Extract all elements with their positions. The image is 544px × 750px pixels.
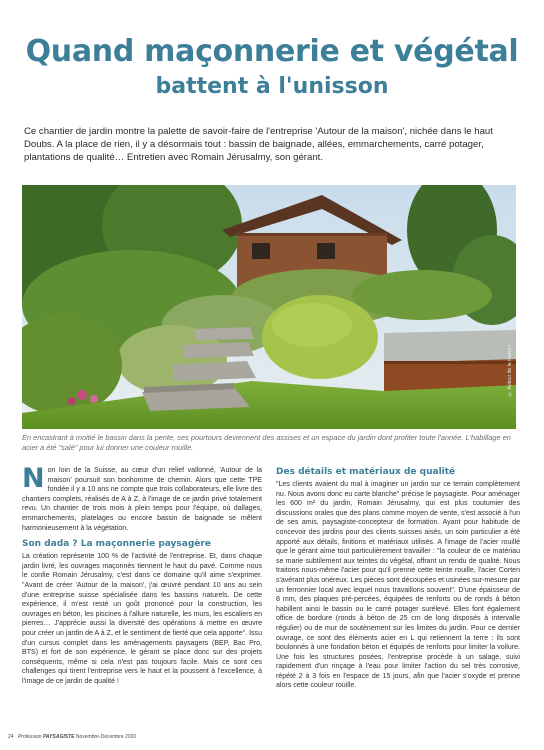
- right-paragraph-details: "Les clients avaient du mal à imaginer un jardin sur ce terrain complètement nu. Nous avons donc eu carte blanche" précise le paysagiste. Pour aménager les 600 m² du jardin, Romain Jérusalmy, qui est plus coutumier des discussions orales que des plans comme moyen de vente, s'est associé à l'un de ses amis, paysagiste-concepteur de formation. Ayant pour habitude de concevoir des jardins pour des clients suisses aisés, un soin particulier a été apporté aux détails, finitions et matériaux utilisés. A l'image de l'acier rouillé que le gérant aime tout particulièrement travailler : "la couleur de ce matériau se marie subtilement aux teintes du végétal, offrant un rendu de qualité. Nous traitons nous-même l'acier pour qu'il prenne cette teinte rouille, l'acier Corten s'avérant plus onéreux. Les pièces sont découpées et usinées sur-mesure par un ferronnier local avec lequel nous travaillons souvent". D'une épaisseur de 8 mm, des plaques pré-percées, équipées de renforts ou de ronds à béton habillent ainsi le bassin ou le carré potager surélevé. Elles font également office de bordure (ronds à béton de 25 cm de long disposés à intervalle régulier) ou de mur de soutènement sur les limites du jardin. Pour ce dernier ouvrage, ce sont des éléments acier en L qui retiennent la terre : ils sont boulonnés à une fondation béton et équipés de renforts pour limiter la voilure. Une fois les structures posées, l'entreprise procède à un salage, suivi rapidement d'un rinçage à l'eau pour limiter l'action du sel très corrosive, répété 2 à 3 fois en l'espace de 15 jours, afin que l'acier s'oxyde et prenne alors cette couleur rouille.: [276, 481, 520, 690]
- magazine-name: Profession: [17, 734, 42, 740]
- article-intro: Ce chantier de jardin montre la palette de savoir-faire de l'entreprise 'Autour de la maison', nichée dans le haut Doubs. A la place de rien, il y a désormais tout : bassin de baignade, allées, emmarchements, carré potager, plantations de qualité… Entretien avec Romain Jérusalmy, son gérant.: [24, 126, 493, 163]
- left-column: [22, 463, 262, 686]
- section-title-maconnerie: Son dada ? La maçonnerie paysagère: [22, 539, 211, 550]
- issue-date: Novembre-Décembre 2020: [75, 734, 137, 740]
- photo-credit: © Autour de la maison: [507, 345, 513, 397]
- magazine-name-bold: PAYSAGISTE: [42, 734, 75, 740]
- article-subtitle: battent à l'unisson: [155, 74, 389, 99]
- garden-illustration: [22, 185, 516, 429]
- drop-cap: N: [22, 463, 45, 494]
- page-footer: [8, 734, 136, 740]
- left-paragraph-intro: on loin de la Suisse, au cœur d'un relief vallonné, 'Autour de la maison' poursuit son bonhomme de chemin. Alors que cette TPE fondée il y a 10 ans ne compte que trois collaborateurs, elle livre des chantiers complets, réalisés de A à Z, à l'image de ce jardin privé totalement revu. Un chantier de trois mois à plein temps pour l'équipe, où dallages, emmarchements, platelages ou encore bassin de baignade se mêlent harmonieusement à la végétation.: [22, 467, 262, 532]
- page-number: 24: [8, 734, 14, 740]
- article-title: Quand maçonnerie et végétal: [25, 34, 519, 69]
- left-paragraph-maconnerie: La création représente 100 % de l'activité de l'entreprise. Et, dans chaque jardin livré, les ouvrages maçonnés tiennent le haut du pavé. Comme nous le confie Romain Jérusalmy, c'est dans ce domaine qu'il aime s'exprimer. "Avant de créer 'Autour de la maison', j'ai œuvré pendant 10 ans au sein d'une entreprise suisse spécialisée dans les bassins naturels. De cette expérience, il m'est resté un goût prononcé pour la construction, les ouvrages en béton, les piscines à l'allure naturelle, les murs, les escaliers en pierres… J'apprécie aussi la diversité des opérations à mettre en œuvre pour créer un jardin de A à Z, et le sentiment de fierté que cela apporte". Issu d'un cursus complet dans les aménagements paysagers (BEP, Bac Pro, BTS) et fort de son expérience, le gérant se place donc sur des projets conséquents, même si cela n'est pas toujours facile. Mais ce sont ces challenges qui tirent l'entreprise vers le haut et la poussent à l'excellence, à l'image de ce jardin de qualité !: [22, 553, 262, 685]
- garden-photo: [22, 185, 516, 429]
- right-column: [276, 466, 520, 691]
- section-title-details: Des détails et matériaux de qualité: [276, 467, 456, 477]
- photo-caption: En encastrant à moitié le bassin dans la pente, ses pourtours deviennent des assises et un espace du jardin dont profiter toute l'année. L'habillage en acier a été "salé" pour lui donner une couleur rouille.: [22, 433, 511, 452]
